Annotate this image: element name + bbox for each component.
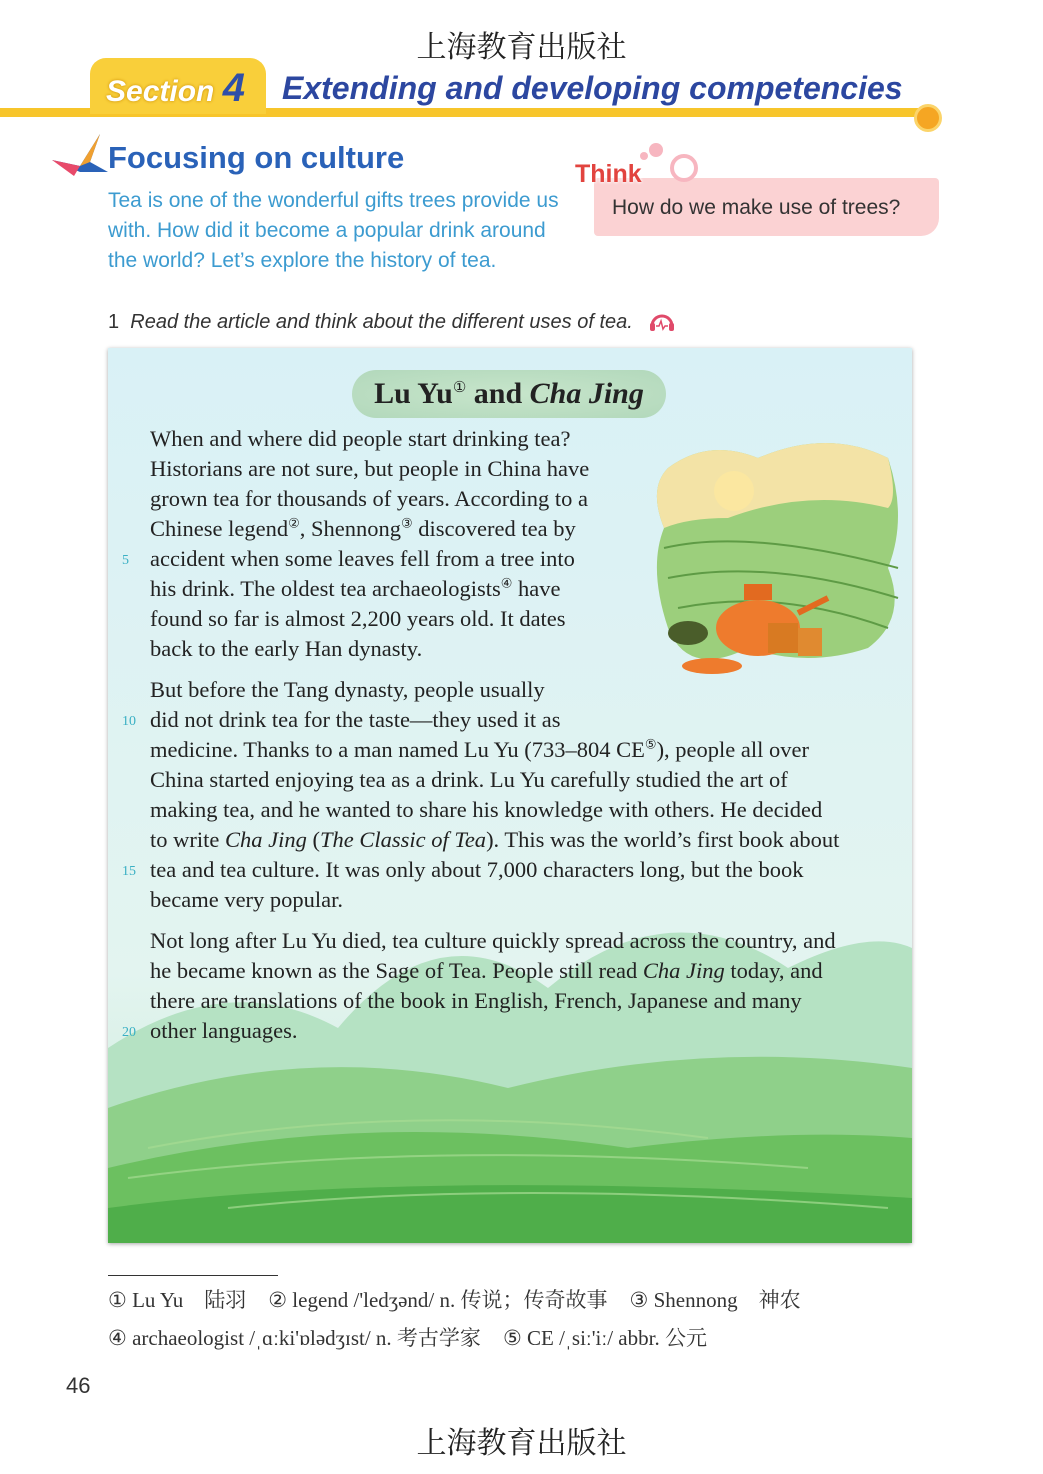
text-segment: tea and tea culture. It was only about 7,000 characters long, but the book [150,857,804,882]
text-segment: ), people all over [656,737,809,762]
text-segment: Not long after Lu Yu died, tea culture quickly spread across the country, and [150,928,836,953]
page-number: 46 [66,1373,91,1398]
text-segment: ). This was the world’s first book about [486,827,840,852]
line-number: 5 [122,553,129,568]
footnote-ref: ③ [401,515,413,531]
text-segment: making tea, and he wanted to share his knowledge with others. He decided [150,797,823,822]
footnote-ref: ② [288,515,300,531]
article-line [150,604,839,634]
footnote-row [108,1284,823,1314]
task-text: Read the article and think about the different uses of tea. [130,311,633,333]
publisher-header: 上海教育出版社 [416,30,627,65]
footnote-ref: ⑤ [644,736,657,752]
text-segment: there are translations of the book in English, French, Japanese and many [150,988,802,1013]
text-segment: grown tea for thousands of years. According to a [150,486,589,511]
article-line [150,484,839,514]
text-segment: Cha Jing [642,958,725,983]
headphones-icon[interactable] [648,308,676,332]
culture-intro: Tea is one of the wonderful gifts trees provide us with. How did it become a popular drink around the world? Let’s explore the history of tea. [108,189,559,272]
article-line [150,424,839,454]
article-line [150,986,839,1016]
section-label [106,66,245,111]
paragraph-gap [150,915,839,926]
banner-dot [914,104,942,132]
text-segment: have [512,576,561,601]
article-line [122,705,839,735]
section-word: Section [106,75,215,108]
section-number: 4 [222,66,245,110]
footnote-ref: ① [452,380,467,396]
article-line [150,634,839,664]
text-segment: found so far is almost 2,200 years old. It dates [150,606,566,631]
text-segment: When and where did people start drinking tea? [150,426,571,451]
section-title: Extending and developing competencies [282,70,903,106]
text-segment: Chinese legend [150,516,289,541]
publisher-footer: 上海教育出版社 [416,1426,627,1461]
task-instruction [108,308,676,334]
article-line [150,574,839,604]
paragraph-gap [150,664,839,675]
text-segment: became very popular. [150,887,344,912]
text-segment: , Shennong [299,516,401,541]
think-label: Think [575,160,642,188]
article-line [122,1016,839,1046]
title-lu-yu: Lu Yu [374,377,453,410]
article-line [150,514,839,544]
article-line [122,855,839,885]
task-number: 1 [108,311,120,333]
footnote: ④ archaeologist /ˌɑːki'ɒlədʒɪst/ n. 考古学家 [108,1326,481,1350]
culture-title: Focusing on culture [108,140,405,175]
title-and: and [473,377,523,410]
article-line [150,956,839,986]
footnote-ref: ④ [500,575,513,591]
text-segment: The Classic of Tea [319,827,487,852]
text-segment: did not drink tea for the taste—they used it as [150,707,561,732]
text-segment: discovered tea by [412,516,576,541]
text-segment: Cha Jing [224,827,307,852]
footnote: ③ Shennong 神农 [629,1288,801,1312]
article-line [122,544,839,574]
article-body [122,424,840,1046]
footnote: ② legend /'ledʒənd/ n. 传说；传奇故事 [268,1288,608,1312]
text-segment: accident when some leaves fell from a tree into [150,546,575,571]
text-segment: to write [150,827,225,852]
footnote: ⑤ CE /ˌsiː'iː/ abbr. 公元 [502,1326,707,1350]
line-number: 15 [122,864,136,879]
article-line [150,454,839,484]
title-cha-jing: Cha Jing [529,377,644,410]
text-segment: other languages. [150,1018,298,1043]
line-number: 10 [122,714,136,729]
text-segment: medicine. Thanks to a man named Lu Yu (733–804 CE [150,737,645,762]
text-segment: China started enjoying tea as a drink. Lu Yu carefully studied the art of [150,767,788,792]
text-segment: today, and [724,958,823,983]
think-question: How do we make use of trees? [612,196,901,219]
article-line [150,735,839,765]
footnote: ① Lu Yu 陆羽 [108,1288,247,1312]
article-line [150,926,839,956]
text-segment: he became known as the Sage of Tea. People still read [150,958,643,983]
text-segment: Historians are not sure, but people in China have [150,456,590,481]
article-line [150,795,839,825]
article-title [352,370,666,418]
bubbles-icon [640,140,700,184]
text-segment: But before the Tang dynasty, people usually [150,677,545,702]
article-line [150,675,839,705]
article-line [150,885,839,915]
article-line [150,825,839,855]
footnote-rule [108,1275,278,1276]
footnote-row [108,1322,729,1352]
text-segment: his drink. The oldest tea archaeologists [150,576,501,601]
line-number: 20 [122,1025,136,1040]
text-segment: back to the early Han dynasty. [150,636,423,661]
text-segment: ( [306,827,320,852]
article-line [150,765,839,795]
bird-icon [50,132,110,178]
